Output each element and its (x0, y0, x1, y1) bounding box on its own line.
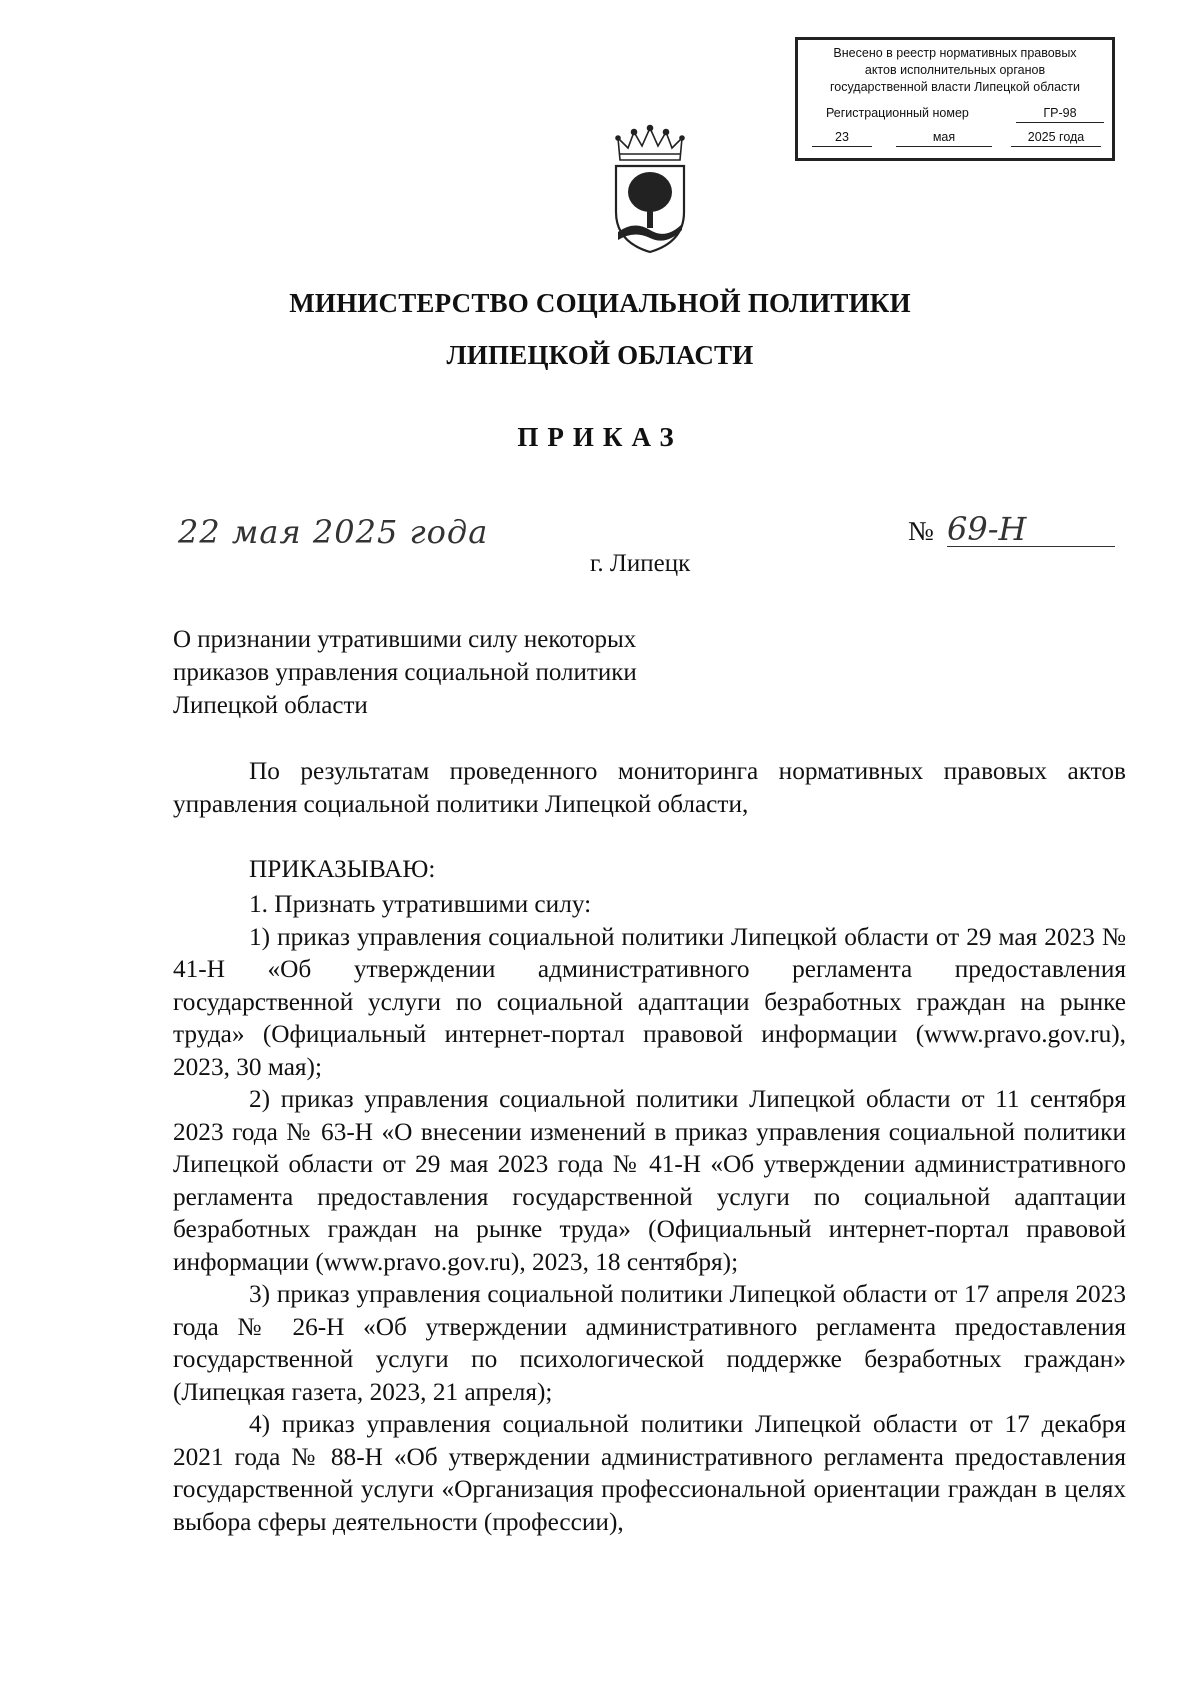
registry-line-3: государственной власти Липецкой области (829, 80, 1081, 94)
registry-number-label: Регистрационный номер (826, 106, 969, 120)
registry-number-value: ГР-98 (1016, 105, 1104, 123)
registry-year: 2025 года (1011, 129, 1101, 147)
registry-number-row (798, 105, 1112, 122)
order-word: ПРИКАЗЫВАЮ: (249, 855, 436, 883)
lipetsk-coat-of-arms-icon (610, 120, 690, 255)
city: г. Липецк (590, 550, 691, 577)
order-item: 1) приказ управления социальной политики Липецкой области от 29 мая 2023 № 41-Н «Об утверждении административного регламента предоставления государственной услуги по социальной адаптации безработных граждан на рынке труда» (Официальный интернет-портал правовой информации (www.pravo.gov.ru), 2023, 30 мая); (173, 922, 1126, 1081)
order-date-handwritten: 22 мая 2025 года (178, 513, 489, 551)
ministry-title-line-1: МИНИСТЕРСТВО СОЦИАЛЬНОЙ ПОЛИТИКИ (289, 288, 911, 318)
order-item: 2) приказ управления социальной политики Липецкой области от 11 сентября 2023 года № 63-Н «О внесении изменений в приказ управления социальной политики Липецкой области от 29 мая 2023 года № 41-Н «Об утверждении административного регламента предоставления государственной услуги по социальной адаптации безработных граждан на рынке труда» (Официальный интернет-портал правовой информации (www.pravo.gov.ru), 2023, 18 сентября); (173, 1085, 1126, 1276)
order-number-handwritten: 69-Н (947, 510, 1027, 548)
registry-line-1: Внесено в реестр нормативных правовых (833, 46, 1077, 60)
order-number-label: № (908, 516, 934, 546)
registry-date-row (798, 129, 1112, 146)
order-subject: О признании утратившими силу некоторых приказов управления социальной политики Липецкой области (173, 626, 637, 719)
document-type: ПРИКАЗ (517, 422, 683, 452)
order-item: 4) приказ управления социальной политики Липецкой области от 17 декабря 2021 года № 88-Н «Об утверждении административного регламента предоставления государственной услуги «Организация профессиональной ориентации граждан в целях выбора сферы деятельности (профессии), (173, 1410, 1126, 1536)
order-number-field (947, 510, 1115, 547)
registry-stamp (795, 37, 1115, 161)
preamble (173, 755, 1126, 820)
preamble-text: По результатам проведенного мониторинга нормативных правовых актов управления социальной политики Липецкой области, (173, 757, 1126, 818)
order-item: 1. Признать утратившими силу: (249, 890, 592, 918)
order-item: 3) приказ управления социальной политики Липецкой области от 17 апреля 2023 года № 26-Н «Об утверждении административного регламента предоставления государственной услуги по психологической поддержке безработных граждан» (Липецкая газета, 2023, 21 апреля); (173, 1280, 1126, 1406)
ministry-title-line-2: ЛИПЕЦКОЙ ОБЛАСТИ (446, 340, 754, 370)
order-items (173, 888, 1126, 1538)
registry-line-2: актов исполнительных органов (864, 63, 1046, 77)
registry-day: 23 (812, 129, 872, 147)
registry-month: мая (896, 129, 992, 147)
